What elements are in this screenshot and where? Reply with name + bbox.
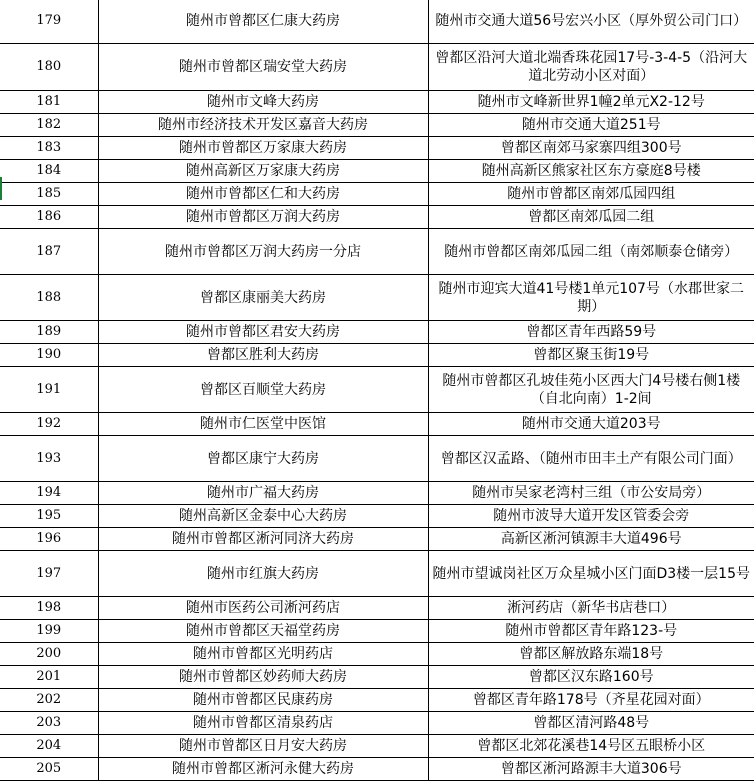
pharmacy-name-cell[interactable]: 随州市曾都区光明药店 [98,643,428,666]
table-row[interactable] [0,114,754,137]
table-row[interactable] [0,643,754,666]
address-cell[interactable]: 曾都区汉孟路、（随州市田丰土产有限公司门面） [428,436,754,482]
address-cell[interactable]: 随州市曾都区青年路123-号 [428,620,754,643]
row-number-cell[interactable]: 195 [0,505,98,528]
row-number-cell[interactable]: 203 [0,712,98,735]
row-number-cell[interactable]: 201 [0,666,98,689]
address-cell[interactable]: 随州市望诚岗社区万众星城小区门面D3楼一层15号 [428,551,754,597]
pharmacy-name-cell[interactable]: 随州市曾都区淅河同济大药房 [98,528,428,551]
table-row[interactable] [0,44,754,91]
row-number-cell[interactable]: 193 [0,436,98,482]
pharmacy-name-cell[interactable]: 随州高新区万家康大药房 [98,160,428,183]
row-number-cell[interactable]: 197 [0,551,98,597]
table-row[interactable] [0,528,754,551]
pharmacy-name-cell[interactable]: 随州市仁医堂中医馆 [98,413,428,436]
address-cell[interactable]: 随州高新区熊家社区东方豪庭8号楼 [428,160,754,183]
row-number-cell[interactable]: 180 [0,44,98,91]
address-cell[interactable]: 淅河药店（新华书店巷口） [428,597,754,620]
address-cell[interactable]: 随州市迎宾大道41号楼1单元107号（水郡世家二期） [428,275,754,321]
table-row[interactable] [0,436,754,482]
pharmacy-name-cell[interactable]: 随州市曾都区万润大药房 [98,206,428,229]
table-row[interactable] [0,91,754,114]
pharmacy-name-cell[interactable]: 随州市曾都区万润大药房一分店 [98,229,428,275]
active-row-marker [0,177,2,200]
table-row[interactable] [0,735,754,758]
address-cell[interactable]: 曾都区青年西路59号 [428,321,754,344]
table-row[interactable] [0,482,754,505]
pharmacy-name-cell[interactable]: 曾都区胜利大药房 [98,344,428,367]
pharmacy-name-cell[interactable]: 随州市医药公司淅河药店 [98,597,428,620]
row-number-cell[interactable]: 189 [0,321,98,344]
row-number-cell[interactable]: 190 [0,344,98,367]
table-row[interactable] [0,160,754,183]
table-row[interactable] [0,321,754,344]
row-number-cell[interactable]: 179 [0,0,98,44]
row-number-cell[interactable]: 183 [0,137,98,160]
pharmacy-name-cell[interactable]: 随州市曾都区天福堂药房 [98,620,428,643]
pharmacy-name-cell[interactable]: 曾都区康宁大药房 [98,436,428,482]
row-number-cell[interactable]: 186 [0,206,98,229]
row-number-cell[interactable]: 202 [0,689,98,712]
row-number-cell[interactable]: 192 [0,413,98,436]
address-cell[interactable]: 曾都区解放路东端18号 [428,643,754,666]
table-row[interactable] [0,666,754,689]
address-cell[interactable]: 曾都区汉东路160号 [428,666,754,689]
address-cell[interactable]: 曾都区聚玉街19号 [428,344,754,367]
pharmacy-name-cell[interactable]: 随州市经济技术开发区嘉音大药房 [98,114,428,137]
address-cell[interactable]: 曾都区南郊马家寨四组300号 [428,137,754,160]
table-row[interactable] [0,620,754,643]
pharmacy-name-cell[interactable]: 随州市曾都区仁康大药房 [98,0,428,44]
address-cell[interactable]: 随州市曾都区南郊瓜园二组（南郊顺泰仓储旁） [428,229,754,275]
address-cell[interactable]: 曾都区淅河路源丰大道306号 [428,758,754,781]
pharmacy-name-cell[interactable]: 随州市曾都区仁和大药房 [98,183,428,206]
pharmacy-name-cell[interactable]: 随州市曾都区妙药师大药房 [98,666,428,689]
table-row[interactable] [0,505,754,528]
table-row[interactable] [0,413,754,436]
pharmacy-name-cell[interactable]: 随州市曾都区万家康大药房 [98,137,428,160]
row-number-cell[interactable]: 204 [0,735,98,758]
address-cell[interactable]: 随州市交通大道56号宏兴小区（厚外贸公司门口） [428,0,754,44]
address-cell[interactable]: 随州市波导大道开发区管委会旁 [428,505,754,528]
table-row[interactable] [0,551,754,597]
address-cell[interactable]: 随州市交通大道203号 [428,413,754,436]
row-number-cell[interactable]: 199 [0,620,98,643]
row-number-cell[interactable]: 185 [0,183,98,206]
table-row[interactable] [0,367,754,413]
pharmacy-name-cell[interactable]: 随州市曾都区日月安大药房 [98,735,428,758]
table-row[interactable] [0,597,754,620]
pharmacy-name-cell[interactable]: 曾都区康丽美大药房 [98,275,428,321]
table-row[interactable] [0,0,754,44]
row-number-cell[interactable]: 194 [0,482,98,505]
row-number-cell[interactable]: 196 [0,528,98,551]
row-number-cell[interactable]: 200 [0,643,98,666]
address-cell[interactable]: 曾都区南郊瓜园二组 [428,206,754,229]
address-cell[interactable]: 随州市曾都区孔坡佳苑小区西大门4号楼右侧1楼（自北向南）1-2间 [428,367,754,413]
address-cell[interactable]: 随州市交通大道251号 [428,114,754,137]
row-number-cell[interactable]: 198 [0,597,98,620]
row-number-cell[interactable]: 181 [0,91,98,114]
row-number-cell[interactable]: 184 [0,160,98,183]
table-row[interactable] [0,229,754,275]
pharmacy-name-cell[interactable]: 随州市曾都区民康药房 [98,689,428,712]
table-row[interactable] [0,712,754,735]
table-row[interactable] [0,137,754,160]
pharmacy-name-cell[interactable]: 随州高新区金泰中心大药房 [98,505,428,528]
address-cell[interactable]: 随州市文峰新世界1幢2单元X2-12号 [428,91,754,114]
pharmacy-name-cell[interactable]: 随州市曾都区淅河永健大药房 [98,758,428,781]
pharmacy-name-cell[interactable]: 随州市广福大药房 [98,482,428,505]
table-row[interactable] [0,344,754,367]
address-cell[interactable]: 随州市吴家老湾村三组（市公安局旁） [428,482,754,505]
row-number-cell[interactable]: 205 [0,758,98,781]
pharmacy-name-cell[interactable]: 曾都区百顺堂大药房 [98,367,428,413]
address-cell[interactable]: 曾都区清河路48号 [428,712,754,735]
address-cell[interactable]: 曾都区青年路178号（齐星花园对面） [428,689,754,712]
row-number-cell[interactable]: 188 [0,275,98,321]
address-cell[interactable]: 曾都区北郊花溪巷14号区五眼桥小区 [428,735,754,758]
address-cell[interactable]: 高新区淅河镇源丰大道496号 [428,528,754,551]
pharmacy-name-cell[interactable]: 随州市曾都区瑞安堂大药房 [98,44,428,91]
pharmacy-name-cell[interactable]: 随州市文峰大药房 [98,91,428,114]
table-row[interactable] [0,275,754,321]
row-number-cell[interactable]: 191 [0,367,98,413]
row-number-cell[interactable]: 187 [0,229,98,275]
address-cell[interactable]: 曾都区沿河大道北端香珠花园17号-3-4-5（沿河大道北劳动小区对面） [428,44,754,91]
pharmacy-name-cell[interactable]: 随州市曾都区清泉药店 [98,712,428,735]
pharmacy-name-cell[interactable]: 随州市曾都区君安大药房 [98,321,428,344]
table-row[interactable] [0,183,754,206]
address-cell[interactable]: 随州市曾都区南郊瓜园四组 [428,183,754,206]
table-row[interactable] [0,689,754,712]
row-number-cell[interactable]: 182 [0,114,98,137]
pharmacy-name-cell[interactable]: 随州市红旗大药房 [98,551,428,597]
table-row[interactable] [0,206,754,229]
